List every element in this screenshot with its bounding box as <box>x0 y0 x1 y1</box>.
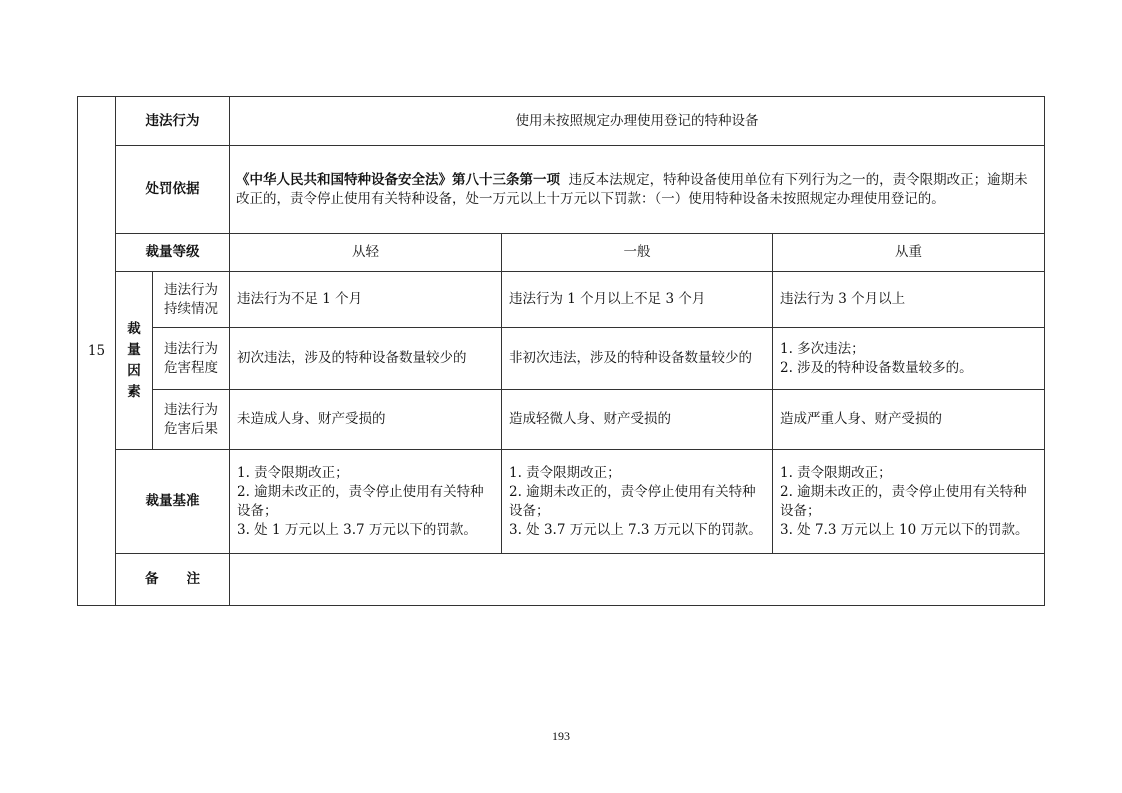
factor-severity-light: 初次违法，涉及的特种设备数量较少的 <box>230 328 502 390</box>
level-normal: 一般 <box>502 234 773 272</box>
penalty-discretion-table <box>77 96 1045 606</box>
violation-label: 违法行为 <box>116 97 230 146</box>
basis-text: 违反本法规定，特种设备使用单位有下列行为之一的，责令限期改正；逾期未改正的，责令停止使用有关特种设备，处一万元以上十万元以下罚款：（一）使用特种设备未按照规定办理使用登记的。 <box>236 171 1028 207</box>
factor-duration-heavy: 违法行为 3 个月以上 <box>773 272 1045 328</box>
factor-consequence-heavy: 造成严重人身、财产受损的 <box>773 390 1045 450</box>
factors-label: 裁 量 因 素 <box>116 272 153 450</box>
factor-duration-label: 违法行为 持续情况 <box>153 272 230 328</box>
basis-cell <box>230 146 1045 234</box>
factor-duration-normal: 违法行为 1 个月以上不足 3 个月 <box>502 272 773 328</box>
page-number: 193 <box>552 729 570 743</box>
factor-severity-heavy: 1. 多次违法； 2. 涉及的特种设备数量较多的。 <box>773 328 1045 390</box>
level-light: 从轻 <box>230 234 502 272</box>
levels-label: 裁量等级 <box>116 234 230 272</box>
factor-severity-normal: 非初次违法，涉及的特种设备数量较少的 <box>502 328 773 390</box>
violation-text: 使用未按照规定办理使用登记的特种设备 <box>230 97 1045 146</box>
basis-label: 处罚依据 <box>116 146 230 234</box>
standard-light: 1. 责令限期改正； 2. 逾期未改正的，责令停止使用有关特种设备； 3. 处 1 万元以上 3.7 万元以下的罚款。 <box>230 450 502 554</box>
remark-text <box>230 554 1045 606</box>
factor-consequence-light: 未造成人身、财产受损的 <box>230 390 502 450</box>
factor-severity-label: 违法行为 危害程度 <box>153 328 230 390</box>
standard-heavy: 1. 责令限期改正； 2. 逾期未改正的，责令停止使用有关特种设备； 3. 处 7.3 万元以上 10 万元以下的罚款。 <box>773 450 1045 554</box>
factor-duration-light: 违法行为不足 1 个月 <box>230 272 502 328</box>
factor-consequence-label: 违法行为 危害后果 <box>153 390 230 450</box>
standard-label: 裁量基准 <box>116 450 230 554</box>
row-number: 15 <box>78 97 116 606</box>
remark-label: 备 注 <box>116 554 230 606</box>
basis-law-name: 《中华人民共和国特种设备安全法》第八十三条第一项 <box>236 171 560 188</box>
level-heavy: 从重 <box>773 234 1045 272</box>
factor-consequence-normal: 造成轻微人身、财产受损的 <box>502 390 773 450</box>
standard-normal: 1. 责令限期改正； 2. 逾期未改正的，责令停止使用有关特种设备； 3. 处 3.7 万元以上 7.3 万元以下的罚款。 <box>502 450 773 554</box>
